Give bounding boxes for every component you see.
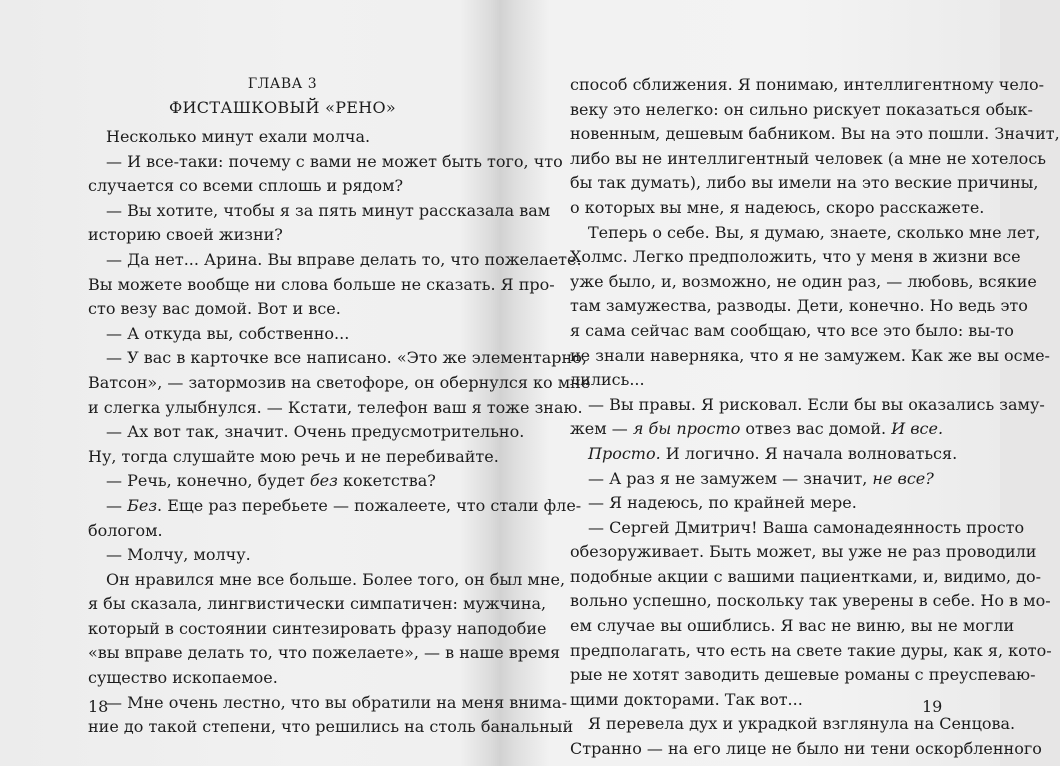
text-line: — Вы хотите, чтобы я за пять минут рассказала вам (106, 200, 551, 220)
text-line: — Да нет... Арина. Вы вправе делать то, что пожелаете. (106, 249, 582, 269)
text-line: — А откуда вы, собственно... (106, 323, 350, 343)
text-line: который в состоянии синтезировать фразу наподобие (88, 618, 547, 638)
text-line: — Мне очень лестно, что вы обратили на меня внима- (106, 692, 567, 712)
text-line: бы так думать), либо вы имели на это веские причины, (570, 173, 1039, 193)
text-line: — А раз я не замужем — значит, не все? (588, 468, 934, 488)
text-line: предполагать, что есть на свете такие дуры, как я, кото- (570, 640, 1052, 660)
left-text-column (88, 73, 591, 740)
text-line: Теперь о себе. Вы, я думаю, знаете, сколько мне лет, (588, 222, 1041, 242)
text-line: — Без. Еще раз перебьете — пожалеете, что стали фле- (106, 495, 582, 515)
text-line: Просто. И логично. Я начала волноваться. (588, 443, 958, 463)
text-line: жем — я бы просто отвез вас домой. И все. (570, 419, 944, 439)
text-line: Несколько минут ехали молча. (106, 127, 371, 146)
text-line: — Сергей Дмитрич! Ваша самонадеянность просто (588, 517, 1025, 537)
text-line: лились... (570, 370, 645, 390)
page-number-left: 18 (88, 697, 109, 716)
text-line: — Ах вот так, значит. Очень предусмотрительно. (106, 422, 525, 442)
text-line: рые не хотят заводить дешевые романы с преуспеваю- (570, 665, 1036, 685)
text-line: — Я надеюсь, по крайней мере. (588, 493, 857, 513)
text-line: Вы можете вообще ни слова больше не сказать. Я про- (88, 274, 555, 294)
text-line: существо ископаемое. (88, 668, 278, 688)
text-line: уже было, и, возможно, не один раз, — любовь, всякие (570, 271, 1037, 291)
text-line: Ну, тогда слушайте мою речь и не перебивайте. (88, 446, 499, 466)
text-line: бологом. (88, 520, 163, 540)
text-line: — Речь, конечно, будет без кокетства? (106, 471, 436, 491)
text-line: подобные акции с вашими пациентками, и, видимо, до- (570, 566, 1042, 586)
text-line: случается со всеми сплошь и рядом? (88, 176, 404, 196)
text-line: ние до такой степени, что решились на столь банальный (88, 717, 574, 737)
left-paragraphs (88, 125, 591, 740)
text-line: Холмс. Легко предположить, что у меня в жизни все (570, 247, 1021, 267)
text-line: либо вы не интеллигентный человек (а мне не хотелось (570, 148, 1046, 168)
right-text-column (570, 73, 1060, 762)
text-line: историю своей жизни? (88, 225, 283, 245)
text-line: «вы вправе делать то, что пожелаете», — в наше время (88, 643, 561, 663)
text-line: Странно — на его лице не было ни тени оскорбленного (570, 739, 1042, 759)
text-line: сто везу вас домой. Вот и все. (88, 299, 341, 319)
text-line: вольно успешно, поскольку так уверены в себе. Но в мо- (570, 591, 1051, 611)
text-line: не знали наверняка, что я не замужем. Как же вы осме- (570, 345, 1050, 365)
text-line: там замужества, разводы. Дети, конечно. Но ведь это (570, 296, 1028, 316)
text-line: веку это нелегко: он сильно рискует показаться обык- (570, 99, 1033, 119)
text-line: новенным, дешевым бабником. Вы на это пошли. Значит, (570, 124, 1060, 144)
text-line: обезоруживает. Быть может, вы уже не раз проводили (570, 542, 1037, 562)
text-line: я бы сказала, лингвистически симпатичен: мужчина, (88, 594, 547, 614)
page-number-right: 19 (922, 697, 943, 716)
chapter-title: ФИСТАШКОВЫЙ «РЕНО» (168, 98, 397, 117)
text-line: — И все-таки: почему с вами не может быть того, что (106, 151, 563, 171)
text-line: о которых вы мне, я надеюсь, скоро расскажете. (570, 197, 985, 217)
text-line: Я перевела дух и украдкой взглянула на Сенцова. (588, 714, 1016, 734)
right-paragraphs (570, 73, 1060, 762)
text-line: способ сближения. Я понимаю, интеллигентному чело- (570, 75, 1044, 94)
text-line: Он нравился мне все больше. Более того, он был мне, (106, 569, 566, 589)
text-line: щими докторами. Так вот... (570, 689, 803, 709)
text-line: ем случае вы ошиблись. Я вас не виню, вы не могли (570, 616, 1015, 636)
chapter-label: ГЛАВА 3 (247, 76, 318, 92)
text-line: — У вас в карточке все написано. «Это же элементарно, (106, 348, 587, 368)
text-line: Ватсон», — затормозив на светофоре, он обернулся ко мне (88, 372, 591, 392)
text-line: — Молчу, молчу. (106, 545, 251, 565)
text-line: я сама сейчас вам сообщаю, что все это было: вы-то (570, 320, 1014, 340)
text-line: — Вы правы. Я рисковал. Если бы вы оказались заму- (588, 394, 1045, 414)
text-line: и слегка улыбнулся. — Кстати, телефон ваш я тоже знаю. (88, 397, 583, 417)
